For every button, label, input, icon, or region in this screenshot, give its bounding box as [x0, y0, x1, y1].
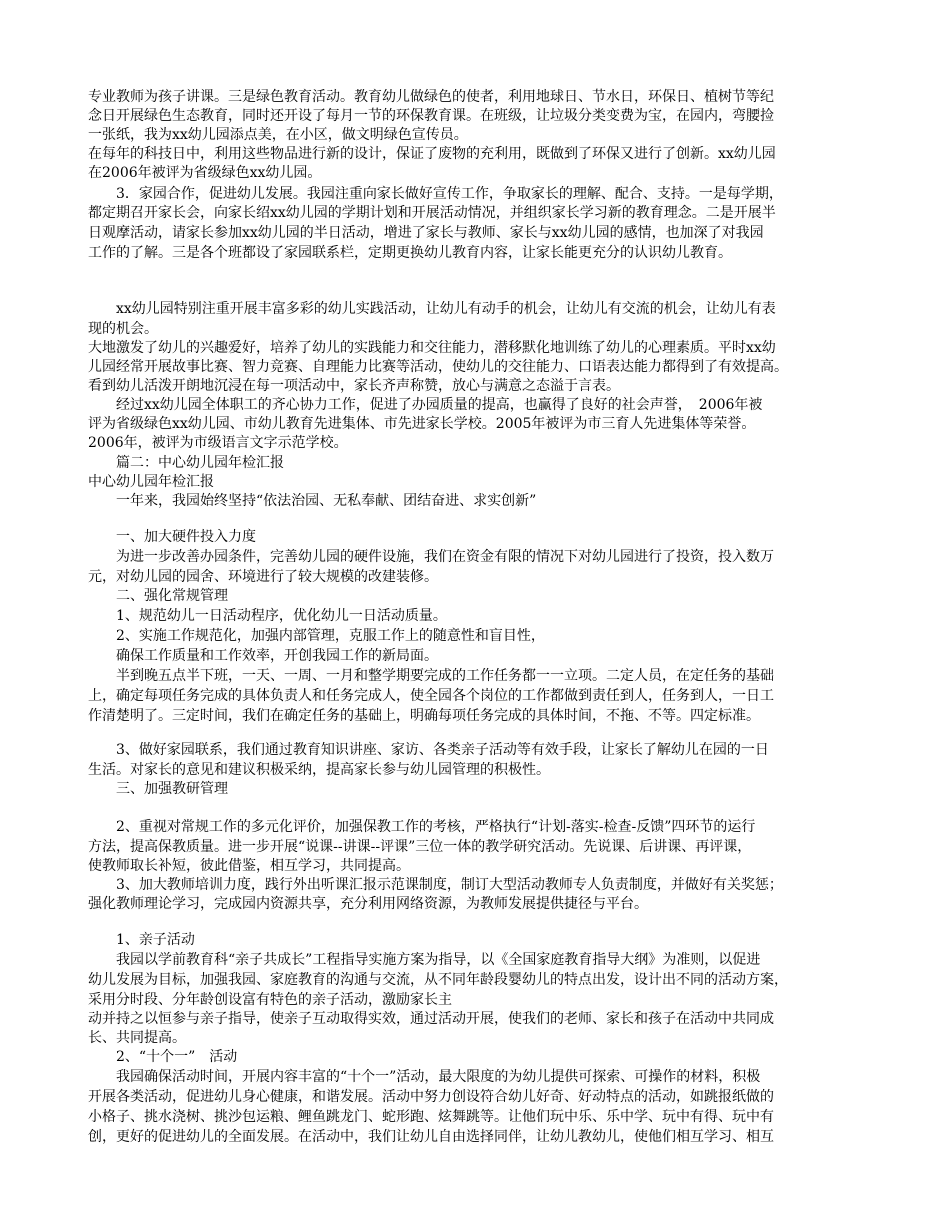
text-line: 1、规范幼儿一日活动程序，优化幼儿一日活动质量。	[88, 608, 447, 624]
text-line: 工作的了解。三是各个班都设了家园联系栏，定期更换幼儿教育内容，让家长能更充分的认识幼儿教育。	[88, 245, 732, 261]
text-line: 一张纸，我为xx幼儿园添点美，在小区，做文明绿色宣传员。	[88, 127, 468, 143]
text-line: 3、做好家园联系，我们通过教育知识讲座、家访、各类亲子活动等有效手段，让家长了解幼儿在园的一日	[88, 742, 769, 758]
text-line: 小格子、挑水浇树、挑沙包运粮、鲤鱼跳龙门、蛇形跑、炫舞跳等。让他们玩中乐、乐中学、玩中有得、玩中有	[88, 1109, 774, 1125]
section-heading: 2、“十个一” 活动	[88, 1049, 238, 1065]
section-heading: 三、加强教研管理	[88, 781, 228, 797]
text-line: xx幼儿园特别注重开展丰富多彩的幼儿实践活动，让幼儿有动手的机会，让幼儿有交流的机会，让幼儿有表	[88, 301, 776, 317]
text-line: 确保工作质量和工作效率，开创我园工作的新局面。	[88, 648, 438, 664]
text-line: 2006年，被评为市级语言文字示范学校。	[88, 435, 348, 451]
section-heading: 二、强化常规管理	[88, 588, 228, 604]
text-line: 3、加大教师培训力度，践行外出听课汇报示范课制度，制订大型活动教师专人负责制度，并做好有关奖惩；	[88, 877, 783, 893]
text-line: 半到晚五点半下班，一天、一周、一月和整学期要完成的工作任务都一一立项。二定人员，在定任务的基础	[88, 668, 774, 684]
text-line: 念日开展绿色生态教育，同时还开设了每月一节的环保教育课。在班级，让垃圾分类变费为宝，在园内，弯腰捡	[88, 108, 774, 124]
text-line: 在每年的科技日中，利用这些物品进行新的设计，保证了废物的充利用，既做到了环保又进行了创新。xx幼儿园	[88, 146, 776, 162]
text-line: 长、共同提高。	[88, 1030, 186, 1046]
text-line: 动并持之以恒参与亲子指导，使亲子互动取得实效，通过活动开展，使我们的老师、家长和孩子在活动中共同成	[88, 1011, 774, 1027]
text-line: 幼儿发展为目标，加强我园、家庭教育的沟通与交流，从不同年龄段婴幼儿的特点出发，设计出不同的活动方案，	[88, 972, 788, 988]
section-heading: 一、加大硬件投入力度	[88, 529, 256, 545]
text-line: 创，更好的促进幼儿的全面发展。在活动中，我们让幼儿自由选择同伴，让幼儿教幼儿，使他们相互学习、相互	[88, 1129, 774, 1145]
text-line: 日观摩活动，请家长参加xx幼儿园的半日活动，增进了家长与教师、家长与xx幼儿园的感情，也加深了对我园	[88, 225, 764, 241]
text-line: 开展各类活动，促进幼儿身心健康，和谐发展。活动中努力创设符合幼儿好奇、好动特点的活动，如跳报纸做的	[88, 1089, 774, 1105]
section-heading: 篇二：中心幼儿园年检汇报	[88, 455, 284, 471]
text-line: 方法，提高保教质量。进一步开展“说课--讲课--评课”三位一体的教学研究活动。先说课、后讲课、再评课，	[88, 839, 752, 855]
text-line: 我园确保活动时间，开展内容丰富的“十个一”活动，最大限度的为幼儿提供可探索、可操作的材料，积极	[88, 1069, 761, 1085]
text-line: 我园以学前教育科“亲子共成长”工程指导实施方案为指导，以《全国家庭教育指导大纲》为准则，以促进	[88, 952, 761, 968]
text-line: 都定期召开家长会，向家长绍xx幼儿园的学期计划和开展活动情况，并组织家长学习新的教育理念。二是开展半	[88, 205, 776, 221]
text-line: 大地激发了幼儿的兴趣爱好，培养了幼儿的实践能力和交往能力，潜移默化地训练了幼儿的心理素质。平时xx幼	[88, 340, 776, 356]
text-line: 在2006年被评为省级绿色xx幼儿园。	[88, 165, 322, 181]
text-line: 为进一步改善办园条件，完善幼儿园的硬件设施，我们在资金有限的情况下对幼儿园进行了投资，投入数万	[88, 549, 774, 565]
text-line: 儿园经常开展故事比赛、智力竞赛、自理能力比赛等活动，使幼儿的交往能力、口语表达能力都得到了有效提高。	[88, 359, 788, 375]
text-line: 专业教师为孩子讲课。三是绿色教育活动。教育幼儿做绿色的使者，利用地球日、节水日，环保日、植树节等纪	[88, 89, 774, 105]
text-line: 作清楚明了。三定时间，我们在确定任务的基础上，明确每项任务完成的具体时间，不拖、不等。四定标准。	[88, 708, 760, 724]
text-line: 2、重视对常规工作的多元化评价，加强保教工作的考核，严格执行“计划-落实-检查-反馈”四环节的运行	[88, 819, 756, 835]
section-heading: 中心幼儿园年检汇报	[88, 474, 214, 490]
text-line: 使教师取长补短，彼此借鉴，相互学习，共同提高。	[88, 858, 410, 874]
text-line: 经过xx幼儿园全体职工的齐心协力工作，促进了办园质量的提高，也赢得了良好的社会声誉， 2006年被	[88, 397, 763, 413]
section-heading: 1、亲子活动	[88, 932, 195, 948]
text-line: 2、实施工作规范化，加强内部管理，克服工作上的随意性和盲目性，	[88, 628, 545, 644]
text-line: 3．家园合作，促进幼儿发展。我园注重向家长做好宣传工作，争取家长的理解、配合、支持。一是每学期，	[88, 186, 783, 202]
text-line: 看到幼儿活泼开朗地沉浸在每一项活动中，家长齐声称赞，放心与满意之态溢于言表。	[88, 378, 620, 394]
text-line: 现的机会。	[88, 321, 158, 337]
text-line: 生活。对家长的意见和建议积极采纳，提高家长参与幼儿园管理的积极性。	[88, 762, 550, 778]
text-line: 元，对幼儿园的园舍、环境进行了较大规模的改建装修。	[88, 569, 438, 585]
text-line: 评为省级绿色xx幼儿园、市幼儿教育先进集体、市先进家长学校。2005年被评为市三育人先进集体等荣誉。	[88, 416, 756, 432]
text-line: 强化教师理论学习，完成园内资源共享，充分利用网络资源，为教师发展提供捷径与平台。	[88, 896, 648, 912]
text-line: 采用分时段、分年龄创设富有特色的亲子活动，激励家长主	[88, 992, 452, 1008]
text-line: 上，确定每项任务完成的具体负责人和任务完成人，使全园各个岗位的工作都做到责任到人，任务到人，一日工	[88, 688, 774, 704]
text-line: 一年来，我园始终坚持“依法治园、无私奉献、团结奋进、求实创新”	[88, 493, 537, 509]
